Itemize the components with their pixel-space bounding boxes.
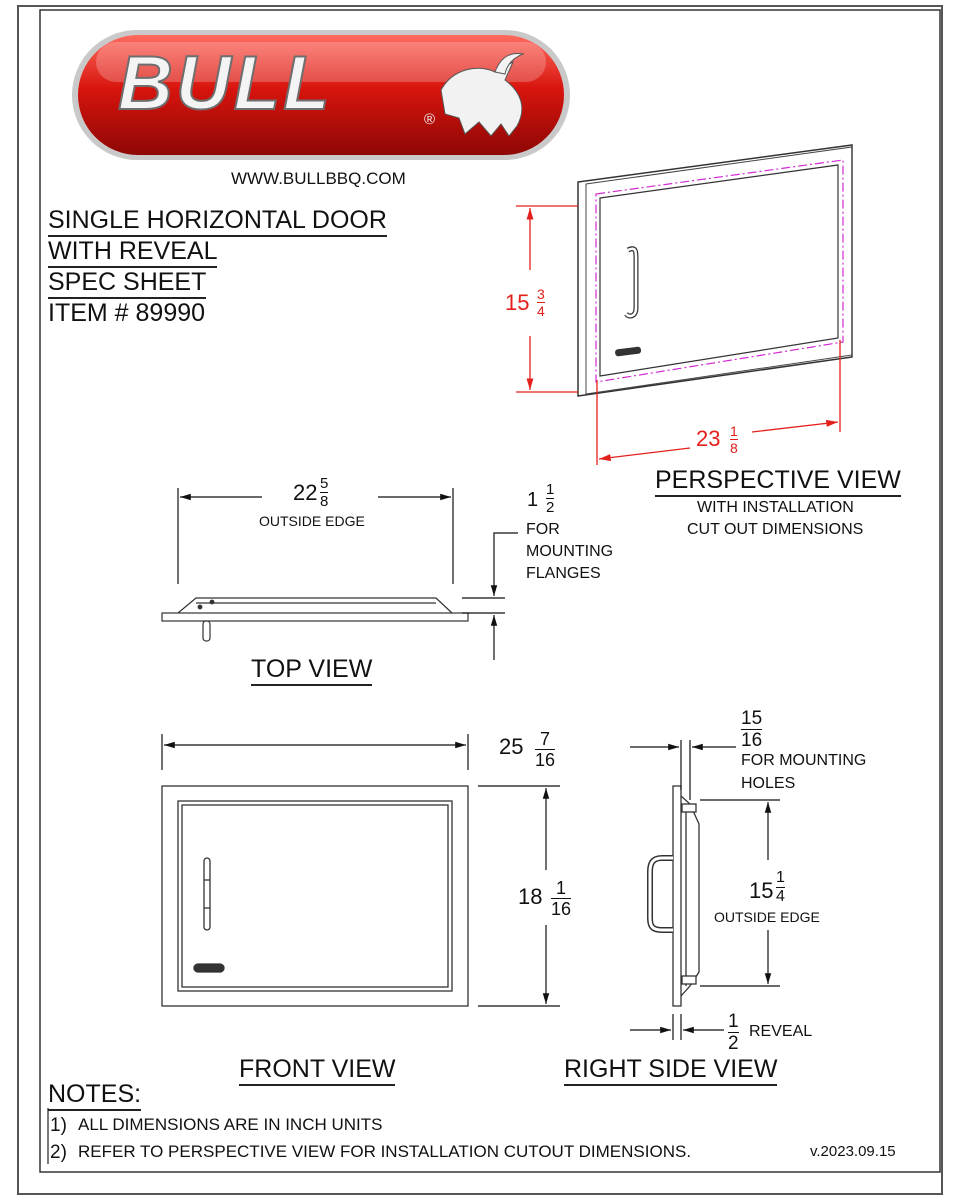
front-height-whole: 18 [518,884,543,909]
frac-den: 8 [730,440,738,456]
top-view-drawing [162,598,468,641]
title-line-1: SINGLE HORIZONTAL DOOR [48,208,387,237]
side-outside-whole: 15 [749,878,774,903]
holes-note-2: HOLES [741,775,796,792]
frac-num: 15 [741,708,763,729]
flange-whole: 1 [527,489,539,511]
front-height-fraction [551,879,571,918]
top-view-label: TOP VIEW [251,657,372,686]
notes-heading: NOTES: [48,1082,141,1111]
website-url[interactable]: WWW.BULLBBQ.COM [231,169,406,188]
frac-num: 1 [776,869,785,886]
front-view-label: FRONT VIEW [239,1057,395,1086]
perspective-sub-1: WITH INSTALLATION [697,499,854,516]
frac-den: 8 [320,493,329,510]
reveal-note: REVEAL [749,1023,813,1040]
reveal-fraction [728,1012,739,1053]
side-outside-note: OUTSIDE EDGE [714,909,820,925]
top-outside-note: OUTSIDE EDGE [259,513,365,529]
frac-num: 3 [537,286,545,302]
perspective-height-whole: 15 [505,290,530,315]
holes-fraction [741,709,762,750]
frac-num: 1 [556,878,567,898]
perspective-height-fraction [537,287,545,318]
holes-note-1: FOR MOUNTING [741,752,867,769]
front-width-whole: 25 [499,734,524,759]
frac-num: 1 [730,423,738,439]
frac-num: 5 [320,475,329,492]
frac-den: 2 [728,1033,739,1054]
flange-note-2: MOUNTING [526,543,614,560]
version-label: v.2023.09.15 [810,1143,896,1160]
logo-text: BULL [118,41,333,126]
perspective-door [578,145,852,396]
frac-den: 16 [551,899,572,919]
title-line-3: SPEC SHEET [48,270,206,299]
top-outside-whole: 22 [293,480,318,505]
note-2-number: 2) [50,1142,67,1163]
side-outside-fraction [776,870,785,905]
registered-mark: ® [424,111,436,128]
note-1-text: ALL DIMENSIONS ARE IN INCH UNITS [78,1115,383,1134]
frac-num: 1 [546,481,555,498]
frac-num: 7 [540,729,551,749]
perspective-width-whole: 23 [696,426,721,451]
note-1-number: 1) [50,1115,67,1136]
flange-note-3: FLANGES [526,565,601,582]
perspective-sub-2: CUT OUT DIMENSIONS [687,521,864,538]
frac-den: 16 [741,730,763,751]
frac-den: 4 [537,303,545,319]
frac-den: 16 [535,750,556,770]
perspective-view-label: PERSPECTIVE VIEW [655,468,901,497]
frac-den: 2 [546,499,555,516]
perspective-width-fraction [730,424,738,455]
frac-den: 4 [776,888,785,905]
side-view-label: RIGHT SIDE VIEW [564,1057,777,1086]
front-width-fraction [535,730,555,769]
note-2-text: REFER TO PERSPECTIVE VIEW FOR INSTALLATION CUTOUT DIMENSIONS. [78,1142,692,1161]
side-view-drawing [650,786,699,1006]
title-line-2: WITH REVEAL [48,239,217,268]
title-line-4: ITEM # 89990 [48,299,206,327]
frac-num: 1 [728,1011,739,1032]
top-outside-fraction [320,476,328,509]
flange-fraction [546,482,554,515]
flange-note-1: FOR [526,521,560,538]
front-view-drawing [162,786,468,1006]
